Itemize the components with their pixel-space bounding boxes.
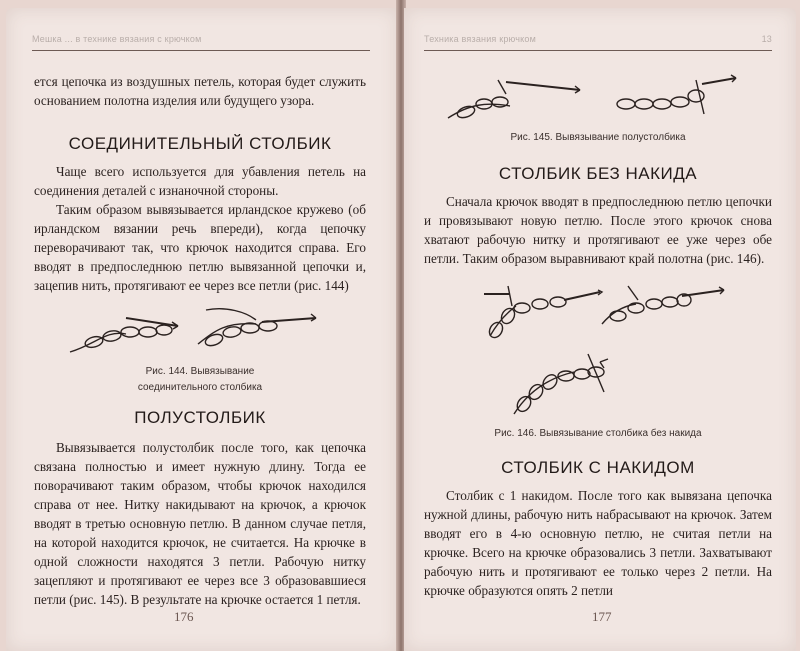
right-running-head-text: Техника вязания крючком (424, 34, 537, 44)
section-title-slip-stitch: СОЕДИНИТЕЛЬНЫЙ СТОЛБИК (68, 134, 332, 153)
slip-stitch-paragraph-2: Таким образом вывязывается ирландское кружево (об ирландском вязании речь впереди), когда цепочку переворачивают так, что крючок находится справа. Его вводят в предпоследнюю петлю вывязанной цепочки и, зацепив нить, протягивают ее через все петли (рис. 144) (34, 202, 366, 293)
section-title-double-crochet: СТОЛБИК С НАКИДОМ (501, 458, 695, 477)
section-title-single-crochet: СТОЛБИК БЕЗ НАКИДА (498, 164, 698, 183)
crochet-half-double-icon (440, 74, 740, 130)
half-double-text (34, 438, 366, 609)
figure-144-caption-line-1: Рис. 144. Вывязывание (145, 366, 255, 377)
double-crochet-text (424, 486, 772, 600)
single-crochet-text (424, 192, 772, 268)
figure-146-illustration (478, 282, 728, 422)
left-page-number: 176 (174, 609, 194, 624)
figure-144-caption-line-2: соединительного столбика (137, 382, 263, 393)
figure-145-caption: Рис. 145. Вывязывание полустолбика (510, 132, 686, 143)
figure-145-illustration (440, 74, 740, 130)
left-running-head-text: Мешка ... в технике вязания с крючком (32, 34, 202, 44)
half-double-paragraph: Вывязывается полустолбик после того, как цепочка связана полностью и имеет нужную длину. Тогда ее поворачивают таким образом, чтобы крючок находился справа от нее. Нитку накидывают на крючок, а крючок вводят в третью основную петлю. В данном случае петля, на которой находится крючок, не считается. На крючке в одной сложности находятся 3 петли. Рабочую нитку зацепляют и протягивают ее через все 3 образовавшиеся петли (рис. 145). В результате на крючке остается 1 петля. (34, 440, 366, 607)
crochet-single-crochet-icon (478, 282, 728, 422)
figure-144-caption (34, 364, 366, 396)
double-crochet-paragraph: Столбик с 1 накидом. После того как вывязана цепочка нужной длины, рабочую нить набрасывают на крючок. Затем вводят его в 4-ю основную петлю, не считая петли на крючке. Всего на крючке образовались 3 петли. Захватывают рабочую нить и протягивают ее только через 2 петли. На крючке образуются опять 2 петли (424, 488, 772, 598)
right-running-head (424, 34, 772, 51)
figure-146-caption: Рис. 146. Вывязывание столбика без накида (494, 428, 702, 439)
section-title-half-double: ПОЛУСТОЛБИК (134, 408, 266, 427)
single-crochet-paragraph: Сначала крючок вводят в предпоследнюю петлю цепочки и провязывают новую петлю. После этого крючок снова хватают рабочую нитку и протягивают ее уже через обе петли. Таким образом выравнивают край полотна (рис. 146). (424, 194, 772, 266)
slip-stitch-text (34, 162, 366, 295)
left-intro-text: ется цепочка из воздушных петель, которая будет служить основанием полотна изделия или будущего узора. (34, 74, 366, 108)
figure-144-illustration (66, 300, 326, 362)
slip-stitch-paragraph-1: Чаще всего используется для убавления петель на соединения деталей с изнаночной стороны. (34, 164, 366, 198)
right-page-number: 177 (592, 609, 612, 624)
left-running-head (32, 34, 370, 51)
right-running-head-number: 13 (761, 34, 772, 44)
crochet-chain-icon (66, 300, 326, 362)
left-intro-paragraph (34, 72, 366, 110)
